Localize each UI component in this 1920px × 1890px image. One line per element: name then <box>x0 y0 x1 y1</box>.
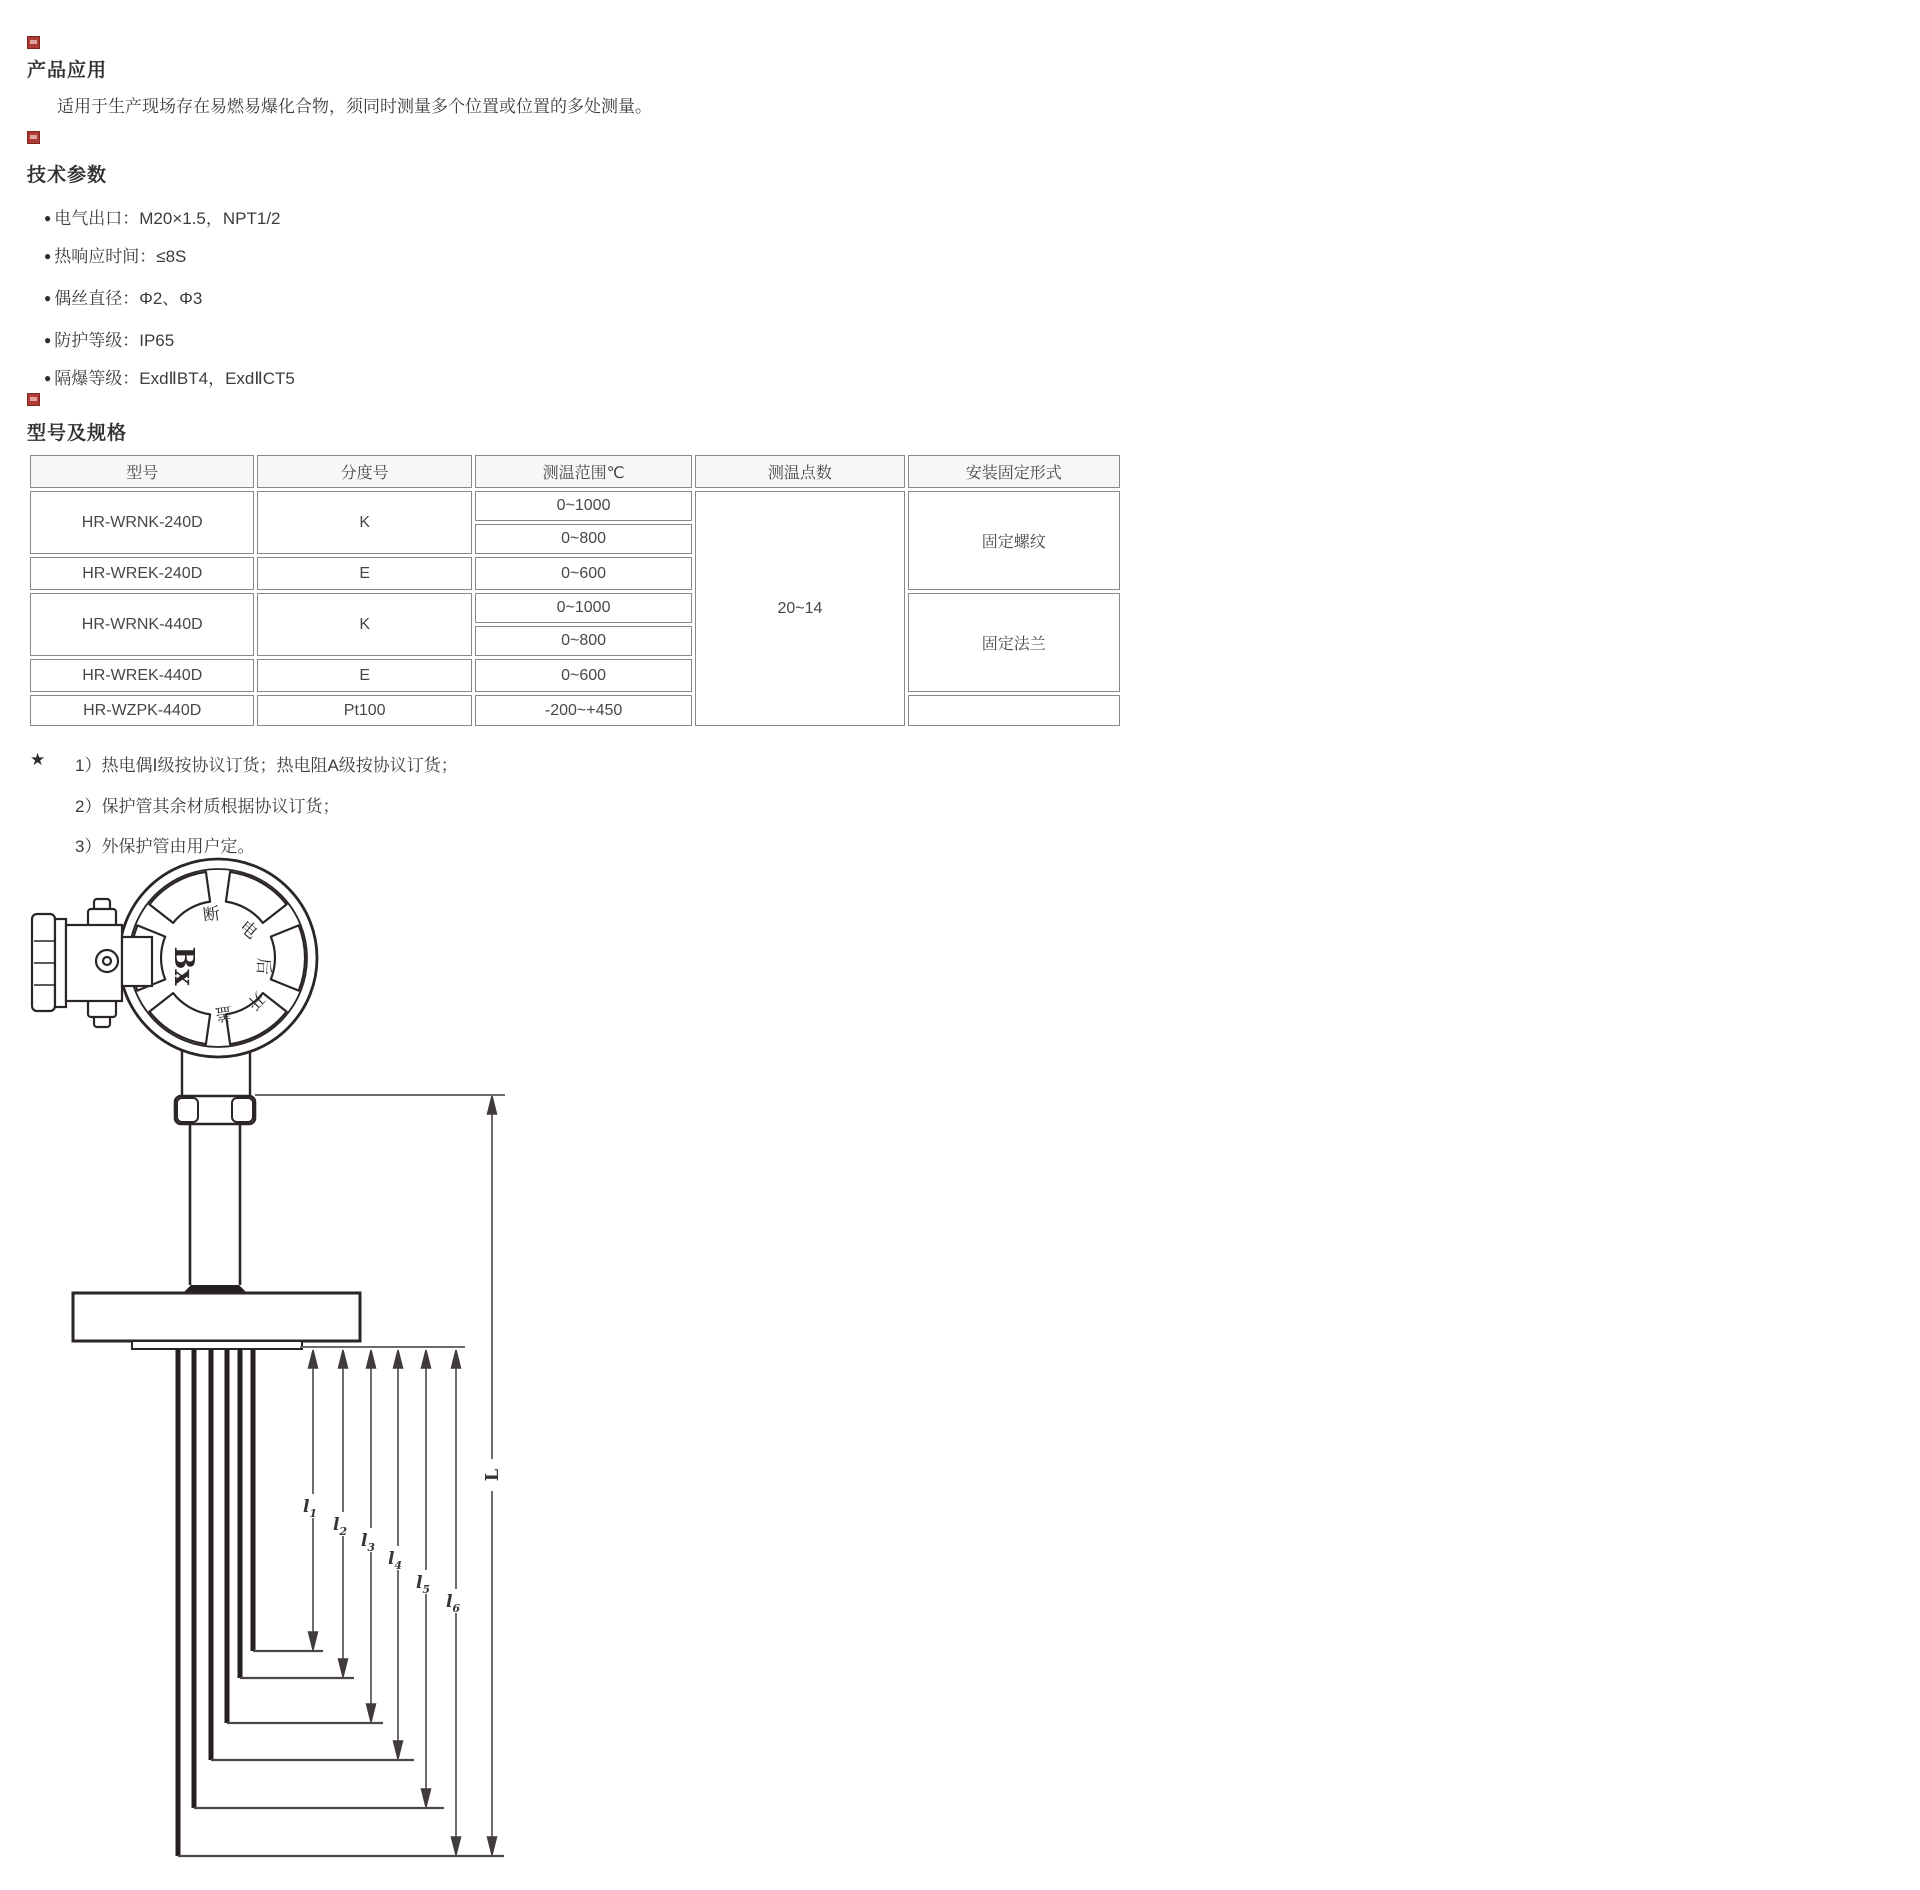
ring-char: 断 <box>201 904 221 926</box>
param-text: 热响应时间：≤8S <box>54 247 187 266</box>
cell-points: 20~14 <box>695 491 904 726</box>
bullet-icon: ● <box>44 371 52 385</box>
dimension-l4 <box>386 1350 405 1759</box>
cell-range: 0~600 <box>475 659 692 692</box>
connector-screw-center <box>103 957 111 965</box>
param-item <box>44 204 281 229</box>
cell-range: 0~1000 <box>475 593 692 623</box>
cell-mounting: 固定螺纹 <box>908 491 1120 590</box>
cell-mounting: 固定法兰 <box>908 593 1120 692</box>
table-row <box>30 695 1120 726</box>
param-text: 防护等级：IP65 <box>54 331 175 350</box>
svg-text:l3: $l_3$ <box>360 1531 376 1554</box>
col-header-mounting: 安装固定形式 <box>908 455 1120 488</box>
section-title-models: 型号及规格 <box>27 423 128 444</box>
param-text: 偶丝直径：Φ2、Φ3 <box>54 289 203 308</box>
probe-tubes <box>178 1349 253 1856</box>
bullet-icon: ● <box>44 249 52 263</box>
ring-char: 电 <box>235 917 262 943</box>
table-row <box>30 593 1120 623</box>
ring-char: 开 <box>243 988 269 1014</box>
top-bolt-base <box>88 909 116 926</box>
mid-hex-nut <box>175 1096 255 1124</box>
dimension-l2 <box>331 1350 350 1677</box>
cell-model: HR-WRNK-440D <box>30 593 254 656</box>
svg-text:l1: $l_1$ <box>302 1497 318 1520</box>
cell-graduation: K <box>257 491 471 554</box>
head-center-label: Bx <box>168 946 199 986</box>
bullet-icon: ● <box>44 291 52 305</box>
extension-pipe <box>190 1124 240 1285</box>
flange-face-plate <box>132 1341 302 1349</box>
param-item <box>44 242 186 267</box>
cell-graduation: E <box>257 557 471 590</box>
svg-text:l4: $l_4$ <box>387 1549 403 1572</box>
note-line-1: 1）热电偶Ⅰ级按协议订货；热电阻A级按协议订货； <box>75 756 458 775</box>
cell-model: HR-WZPK-440D <box>30 695 254 726</box>
section-title-parameters: 技术参数 <box>27 165 108 186</box>
dimension-l6 <box>444 1350 463 1855</box>
cell-mounting-empty <box>908 695 1120 726</box>
dimension-l5 <box>414 1350 433 1807</box>
device-diagram <box>0 855 540 1890</box>
param-text: 电气出口：M20×1.5，NPT1/2 <box>54 209 281 228</box>
cell-range: 0~800 <box>475 524 692 554</box>
ring-char: 盖 <box>214 1002 234 1025</box>
cell-range: 0~800 <box>475 626 692 656</box>
note-line-3: 3）外保护管由用户定。 <box>75 837 255 856</box>
mounting-flange <box>73 1293 360 1341</box>
dimension-l1 <box>301 1350 320 1650</box>
cell-graduation: E <box>257 659 471 692</box>
cell-range: -200~+450 <box>475 695 692 726</box>
svg-text:l2: $l_2$ <box>332 1515 348 1538</box>
cell-graduation: K <box>257 593 471 656</box>
overall-length-label: L <box>482 1468 503 1482</box>
section-marker-icon <box>27 393 40 406</box>
cell-model: HR-WREK-440D <box>30 659 254 692</box>
cell-graduation: Pt100 <box>257 695 471 726</box>
spec-table <box>27 452 1123 729</box>
section-title-application: 产品应用 <box>27 60 108 81</box>
svg-text:l5: $l_5$ <box>415 1573 431 1596</box>
application-text: 适用于生产现场存在易燃易爆化合物，须同时测量多个位置或位置的多处测量。 <box>57 97 652 116</box>
connector-step <box>122 937 152 986</box>
cell-range: 0~1000 <box>475 491 692 521</box>
note-line-2: 2）保护管其余材质根据协议订货； <box>75 797 340 816</box>
connector-collar <box>55 919 66 1007</box>
cell-model: HR-WREK-240D <box>30 557 254 590</box>
param-item <box>44 364 295 389</box>
param-item <box>44 326 174 351</box>
param-item <box>44 284 202 309</box>
dimension-l3 <box>359 1350 378 1722</box>
dimension-overall-L <box>482 1096 503 1855</box>
bottom-bolt-base <box>88 1000 116 1017</box>
cell-range: 0~600 <box>475 557 692 590</box>
section-marker-icon <box>27 36 40 49</box>
table-row <box>30 491 1120 521</box>
bullet-icon: ● <box>44 333 52 347</box>
col-header-model: 型号 <box>30 455 254 488</box>
star-icon: ★ <box>30 750 46 769</box>
param-text: 隔爆等级：ExdⅡBT4，ExdⅡCT5 <box>54 369 295 388</box>
bullet-icon: ● <box>44 211 52 225</box>
col-header-points: 测温点数 <box>695 455 904 488</box>
ring-char: 后 <box>253 957 274 976</box>
col-header-graduation: 分度号 <box>257 455 471 488</box>
section-marker-icon <box>27 131 40 144</box>
svg-text:l6: $l_6$ <box>445 1592 461 1615</box>
cell-model: HR-WRNK-240D <box>30 491 254 554</box>
col-header-range: 测温范围℃ <box>475 455 692 488</box>
